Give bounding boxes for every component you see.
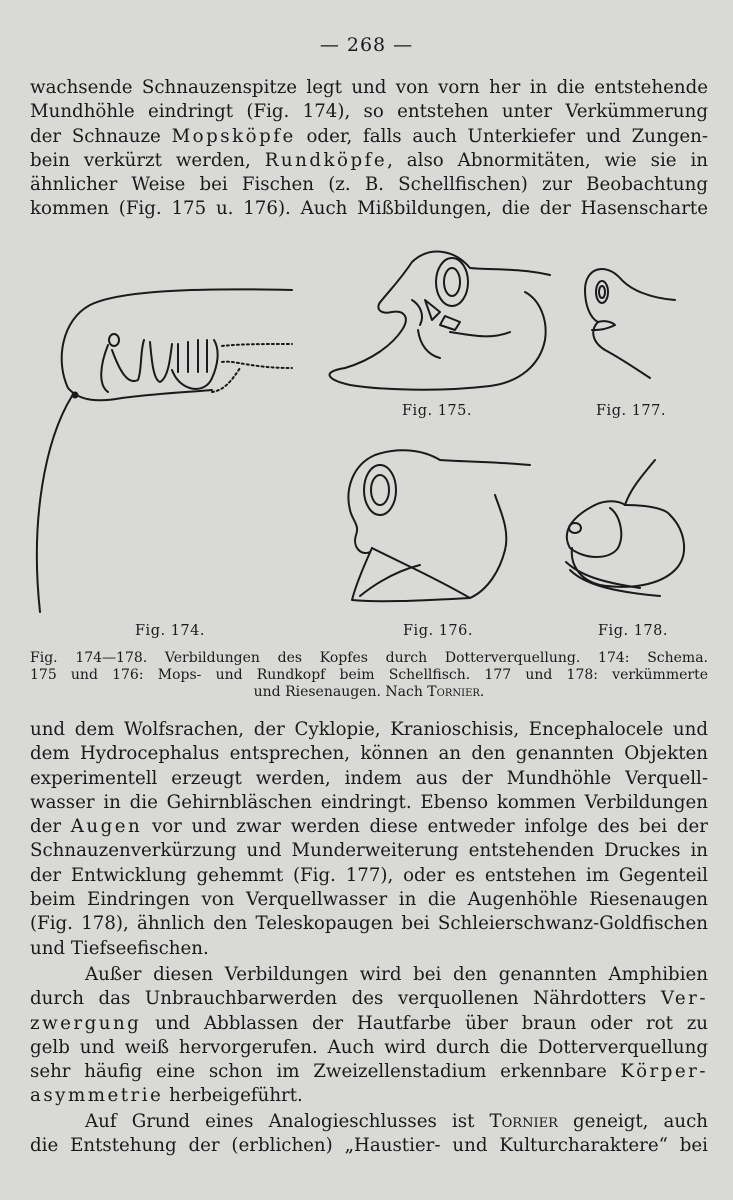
text-line: wachsende Schnauzenspitze legt und von vorn her in die entstehende — [30, 77, 708, 98]
text-line: kommen (Fig. 175 u. 176). Auch Mißbildungen, die der Hasenscharte — [30, 198, 708, 220]
text-line: experimentell erzeugt werden, indem aus der Mundhöhle Verquell- — [30, 767, 708, 789]
paragraph-2 — [30, 718, 708, 961]
text-line: wasser in die Gehirnbläschen eindringt. Ebenso kommen Verbildungen — [30, 791, 708, 813]
paragraph-1 — [30, 76, 708, 222]
text-line: asymmetrie herbeigeführt. — [30, 1085, 303, 1107]
fig-174-drawing — [37, 289, 292, 612]
emphasis-augen: Augen — [70, 816, 143, 838]
text-line: Schnauzenverkürzung und Munderweiterung entstehenden Druckes in — [30, 840, 708, 862]
text-line: durch das Unbrauchbarwerden des verquollenen Nährdotters Ver- — [30, 988, 708, 1010]
text-line: sehr häufig eine schon im Zweizellenstadium erkennbare Körper- — [30, 1061, 708, 1083]
text-line: beim Eindringen von Verquellwasser in die Augenhöhle Riesenaugen — [30, 889, 708, 911]
text-line: die Entstehung der (erblichen) „Haustier- und Kulturcharaktere“ bei — [30, 1135, 708, 1157]
text-line: Mundhöhle eindringt (Fig. 174), so entstehen unter Verkümmerung — [30, 101, 708, 123]
fig-177-label: Fig. 177. — [596, 403, 666, 419]
fig-175-label: Fig. 175. — [402, 403, 472, 419]
text-line: bein verkürzt werden, Rundköpfe, also Abnormitäten, wie sie in — [30, 149, 708, 171]
emphasis-mopskoepfe: Mopsköpfe — [171, 125, 296, 147]
emphasis-asymmetrie: asymmetrie — [30, 1085, 164, 1107]
paragraph-3 — [30, 963, 708, 1109]
fig-174-label: Fig. 174. — [135, 623, 205, 639]
figures-drawing — [0, 230, 733, 650]
caption-line: und Riesenaugen. Nach Tornier. — [253, 684, 485, 700]
text-line: der Augen vor und zwar werden diese entweder infolge des bei der — [30, 816, 708, 838]
text-line: (Fig. 178), ähnlich den Teleskopaugen bei Schleierschwanz-Goldfischen — [30, 913, 708, 935]
caption-line: Fig. 174—178. Verbildungen des Kopfes durch Dotterverquellung. 174: Schema. — [30, 650, 708, 666]
text-line: und Tiefseefischen. — [30, 937, 209, 959]
page-number: — 268 — — [319, 34, 414, 56]
author-name: Tornier — [427, 684, 480, 700]
emphasis-verzwergung-start: Ver- — [660, 988, 708, 1010]
figure-caption — [30, 650, 708, 701]
fig-177-drawing — [585, 269, 675, 378]
emphasis-koerper: Körper- — [620, 1061, 708, 1083]
paragraph-4 — [30, 1110, 708, 1159]
text-line: ähnlicher Weise bei Fischen (z. B. Schellfischen) zur Beobachtung — [30, 174, 708, 196]
emphasis-verzwergung-end: zwergung — [30, 1012, 142, 1034]
fig-176-label: Fig. 176. — [403, 623, 473, 639]
emphasis-rundkoepfe: Rundköpfe — [264, 149, 388, 171]
figure-group — [0, 230, 733, 650]
text-line: der Schnauze Mopsköpfe oder, falls auch Unterkiefer und Zungen- — [30, 125, 708, 147]
author-name: Tornier — [489, 1111, 558, 1132]
fig-175-drawing — [330, 252, 550, 390]
fig-176-drawing — [348, 450, 530, 601]
text-line: und dem Wolfsrachen, der Cyklopie, Kranioschisis, Encephalocele und — [30, 719, 708, 740]
text-line: der Entwicklung gehemmt (Fig. 177), oder es entstehen im Gegenteil — [30, 864, 708, 886]
text-line: gelb und weiß hervorgerufen. Auch wird durch die Dotterverquellung — [30, 1036, 708, 1058]
text-line: Auf Grund eines Analogieschlusses ist Tornier geneigt, auch — [85, 1111, 708, 1132]
text-line: Außer diesen Verbildungen wird bei den genannten Amphibien — [85, 964, 708, 985]
caption-line: 175 und 176: Mops- und Rundkopf beim Schellfisch. 177 und 178: verkümmerte — [30, 667, 708, 683]
fig-178-label: Fig. 178. — [598, 623, 668, 639]
text-line: zwergung und Abblassen der Hautfarbe über braun oder rot zu — [30, 1012, 708, 1034]
text-line: dem Hydrocephalus entsprechen, können an den genannten Objekten — [30, 743, 708, 765]
fig-178-drawing — [566, 460, 684, 596]
